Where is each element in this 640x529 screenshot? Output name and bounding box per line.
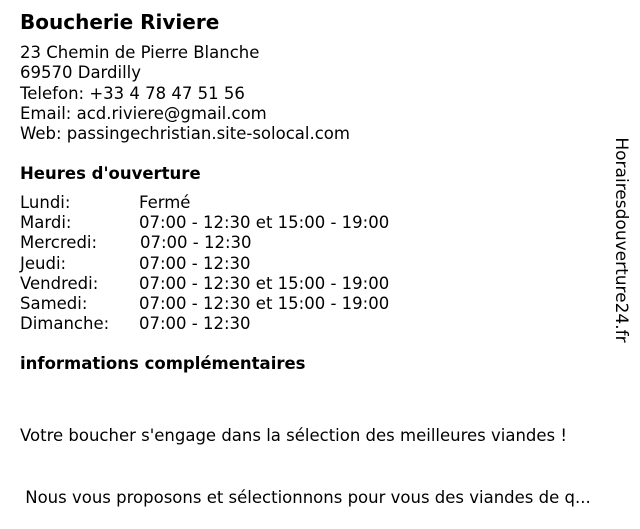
info-line-1: Votre boucher s'engage dans la sélection des meilleures viandes ! bbox=[20, 426, 568, 445]
time-value: Fermé bbox=[139, 193, 191, 212]
address-line-street: 23 Chemin de Pierre Blanche bbox=[20, 43, 260, 62]
address-line-city: 69570 Dardilly bbox=[20, 63, 142, 83]
day-label: Vendredi: bbox=[20, 273, 99, 293]
day-label: Samedi: bbox=[20, 293, 88, 313]
phone-line: Telefon: +33 4 78 47 51 56 bbox=[20, 83, 245, 103]
time-value: 07:00 - 12:30 bbox=[139, 253, 251, 273]
time-value: 07:00 - 12:30 bbox=[139, 314, 251, 334]
email-line: Email: acd.riviere@gmail.com bbox=[20, 103, 267, 123]
day-label: Mardi: bbox=[20, 213, 72, 233]
time-value: 07:00 - 12:30 et 15:00 - 19:00 bbox=[139, 273, 390, 293]
additional-info-text bbox=[20, 385, 591, 529]
business-name: Boucherie Riviere bbox=[20, 10, 220, 34]
web-line: Web: passingechristian.site-solocal.com bbox=[20, 124, 350, 144]
time-value: 07:00 - 12:30 et 15:00 - 19:00 bbox=[139, 293, 390, 313]
additional-info-heading: informations complémentaires bbox=[20, 354, 306, 373]
day-label: Dimanche: bbox=[20, 314, 110, 334]
site-watermark: Horairesdouverture24.fr bbox=[611, 137, 631, 343]
day-label: Mercredi: bbox=[20, 233, 98, 253]
time-value: 07:00 - 12:30 bbox=[140, 233, 252, 253]
info-line-2: Nous vous proposons et sélectionnons pour vous des viandes de q... bbox=[20, 487, 591, 507]
time-value: 07:00 - 12:30 et 15:00 - 19:00 bbox=[139, 213, 390, 233]
day-label: Lundi: bbox=[20, 193, 71, 212]
opening-hours-heading: Heures d'ouverture bbox=[20, 164, 201, 183]
business-contact-block bbox=[20, 43, 350, 144]
day-label: Jeudi: bbox=[20, 253, 67, 273]
